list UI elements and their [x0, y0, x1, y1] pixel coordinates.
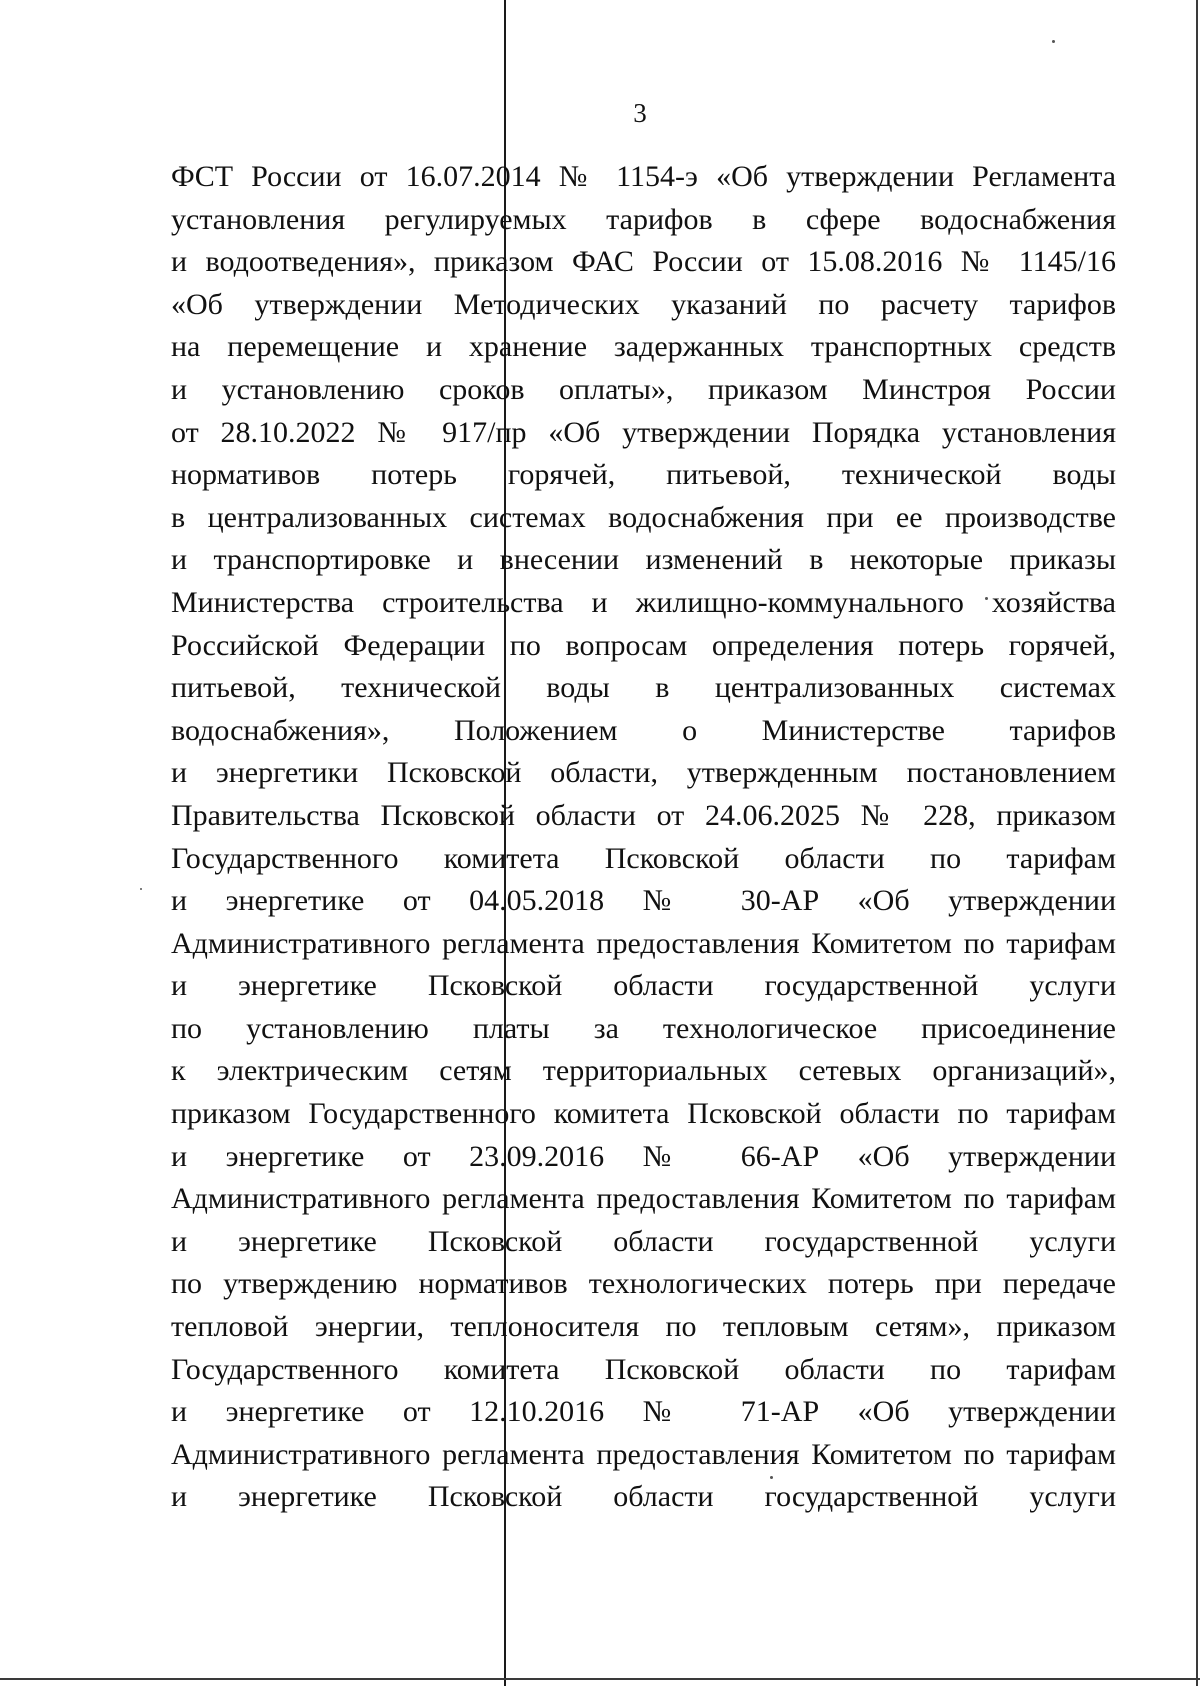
text-line: Российской Федерации по вопросам определения потерь горячей,	[171, 628, 1116, 662]
text-line: Административного регламента предоставления Комитетом по тарифам	[171, 926, 1116, 960]
scan-speck	[140, 888, 142, 890]
text-line: и энергетике от 23.09.2016 № 66-АР «Об утверждении	[171, 1139, 1116, 1173]
text-line: и водоотведения», приказом ФАС России от 15.08.2016 № 1145/16	[171, 245, 1116, 279]
text-line: от 28.10.2022 № 917/пр «Об утверждении Порядка установления	[171, 415, 1116, 449]
text-line: и энергетики Псковской области, утвержденным постановлением	[171, 756, 1116, 790]
text-line: ФСТ России от 16.07.2014 № 1154-э «Об утверждении Регламента	[171, 160, 1116, 193]
scan-speck	[1052, 40, 1055, 43]
text-line: Административного регламента предоставления Комитетом по тарифам	[171, 1182, 1116, 1216]
text-line: питьевой, технической воды в централизованных системах	[171, 671, 1116, 705]
text-line: и транспортировке и внесении изменений в некоторые приказы	[171, 543, 1116, 577]
text-line: Государственного комитета Псковской области по тарифам	[171, 1352, 1116, 1386]
text-line: водоснабжения», Положением о Министерстве тарифов	[171, 713, 1116, 747]
text-line: и установлению сроков оплаты», приказом Минстроя России	[171, 372, 1116, 406]
text-line: и энергетике от 04.05.2018 № 30-АР «Об утверждении	[171, 884, 1116, 918]
page-number: 3	[633, 98, 647, 128]
scan-right-edge	[1196, 0, 1198, 1686]
text-line: Административного регламента предоставления Комитетом по тарифам	[171, 1437, 1116, 1471]
text-line: приказом Государственного комитета Псковской области по тарифам	[171, 1097, 1116, 1131]
scan-bottom-edge	[0, 1678, 1200, 1680]
text-line: и энергетике Псковской области государственной услуги	[171, 969, 1116, 1003]
text-line: к электрическим сетям территориальных сетевых организаций»,	[171, 1054, 1116, 1088]
text-line: нормативов потерь горячей, питьевой, технической воды	[171, 458, 1116, 492]
text-line: и энергетике Псковской области государственной услуги	[171, 1480, 1116, 1514]
text-line: тепловой энергии, теплоносителя по тепловым сетям», приказом	[171, 1310, 1116, 1344]
text-line: на перемещение и хранение задержанных транспортных средств	[171, 330, 1116, 364]
text-line: по установлению платы за технологическое присоединение	[171, 1011, 1116, 1045]
text-line: по утверждению нормативов технологических потерь при передаче	[171, 1267, 1116, 1301]
text-line: Правительства Псковской области от 24.06.2025 № 228, приказом	[171, 798, 1116, 832]
text-line: и энергетике Псковской области государственной услуги	[171, 1224, 1116, 1258]
body-text	[171, 156, 1116, 1519]
text-line: Государственного комитета Псковской области по тарифам	[171, 841, 1116, 875]
text-line: и энергетике от 12.10.2016 № 71-АР «Об утверждении	[171, 1395, 1116, 1429]
text-line: Министерства строительства и жилищно-коммунального хозяйства	[171, 585, 1116, 619]
text-line: установления регулируемых тарифов в сфере водоснабжения	[171, 202, 1116, 236]
text-line: в централизованных системах водоснабжения при ее производстве	[171, 500, 1116, 534]
text-line: «Об утверждении Методических указаний по расчету тарифов	[171, 287, 1116, 321]
